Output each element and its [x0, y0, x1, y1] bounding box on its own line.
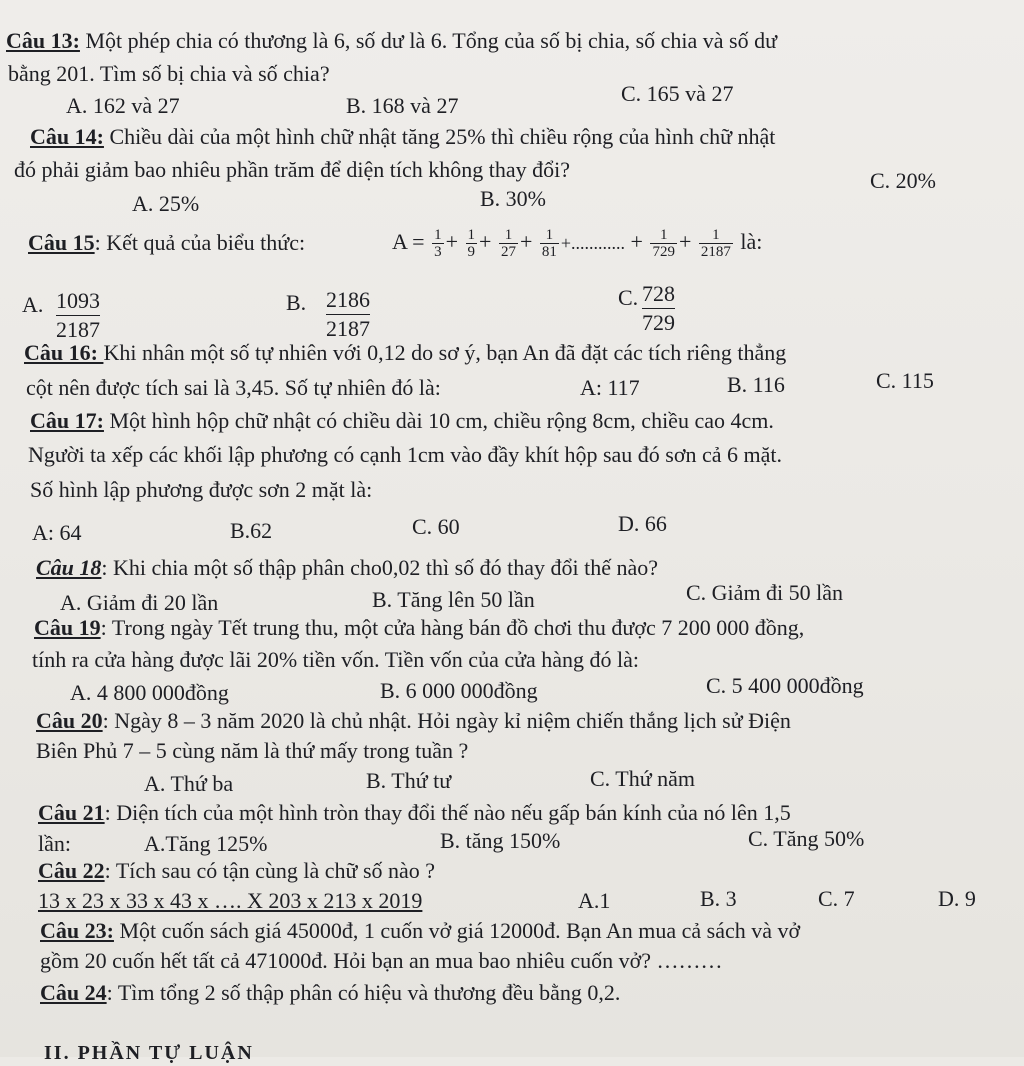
q17-label: Câu 17: [30, 408, 104, 433]
q15-b-label: B. [286, 290, 307, 315]
q18-text: : Khi chia một số thập phân cho0,02 thì số đó thay đổi thế nào? [101, 555, 659, 580]
q16-line1 [24, 340, 786, 366]
q20-option-c: C. Thứ năm [590, 766, 696, 791]
q19-text1: : Trong ngày Tết trung thu, một cửa hàng bán đồ chơi thu được 7 200 000 đồng, [100, 615, 805, 640]
q14-text1: Chiều dài của một hình chữ nhật tăng 25% thì chiều rộng của hình chữ nhật [103, 124, 776, 149]
q15-line [28, 230, 305, 256]
q17-text2: Người ta xếp các khối lập phương có cạnh 1cm vào đầy khít hộp sau đó sơn cả 6 mặt. [28, 442, 783, 467]
q17-option-a: A: 64 [32, 520, 82, 545]
q24-text: : Tìm tổng 2 số thập phân có hiệu và thương đều bằng 0,2. [106, 980, 621, 1005]
q22-text: : Tích sau có tận cùng là chữ số nào ? [104, 858, 436, 883]
q22-line [38, 858, 435, 884]
q15-term-3: $\frac{1}{27}$ [500, 227, 516, 261]
q17-option-d: D. 66 [618, 511, 667, 536]
q20-text1: : Ngày 8 – 3 năm 2020 là chủ nhật. Hỏi ngày kỉ niệm chiến thắng lịch sử Điện [102, 708, 791, 733]
q15-term-1: $\frac{1}{3}$ [434, 227, 442, 261]
q22-option-d: D. 9 [938, 886, 976, 911]
q22-option-a: A.1 [578, 888, 611, 913]
q19-label: Câu 19 [34, 615, 101, 640]
q14-text2: đó phải giảm bao nhiêu phần trăm để diện tích không thay đổi? [14, 157, 570, 182]
q13-text1: Một phép chia có thương là 6, số dư là 6. Tổng của số bị chia, số chia và số dư [79, 28, 778, 53]
q14-option-c: C. 20% [870, 168, 936, 193]
q21-line1 [38, 800, 791, 826]
q14-label: Câu 14: [30, 124, 104, 149]
q14-option-b: B. 30% [480, 186, 546, 211]
q13-option-b: B. 168 và 27 [346, 93, 459, 118]
q20-option-b: B. Thứ tư [366, 768, 452, 793]
q21-label: Câu 21 [38, 800, 105, 825]
q15-option-a: 1093 2187 [56, 288, 100, 342]
q20-label: Câu 20 [36, 708, 103, 733]
q20-line1 [36, 708, 791, 734]
q18-line [36, 555, 658, 581]
q18-option-b: B. Tăng lên 50 lần [372, 587, 535, 612]
q22-label: Câu 22 [38, 858, 105, 883]
q17-line1 [30, 408, 774, 434]
q18-option-c: C. Giảm đi 50 lần [686, 580, 844, 605]
section-title: II. PHẦN TỰ LUẬN [44, 1042, 254, 1064]
q15-label: Câu 15 [28, 230, 95, 255]
q14-option-a: A. 25% [132, 191, 200, 216]
q22-option-b: B. 3 [700, 886, 737, 911]
q13-option-a: A. 162 và 27 [66, 93, 180, 118]
q23-text1: Một cuốn sách giá 45000đ, 1 cuốn vở giá 12000đ. Bạn An mua cả sách và vở [113, 918, 801, 943]
q15-a-label: A. [22, 292, 44, 317]
q21-text1: : Diện tích của một hình tròn thay đổi thế nào nếu gấp bán kính của nó lên 1,5 [104, 800, 791, 825]
q18-option-a: A. Giảm đi 20 lần [60, 590, 219, 615]
q24-line [40, 980, 620, 1006]
q22-expression: 13 x 23 x 33 x 43 x …. X 203 x 213 x 2019 [38, 888, 423, 913]
q23-line1 [40, 918, 800, 944]
q15-term-2: $\frac{1}{9}$ [467, 227, 476, 261]
q15-expression: A = $\frac{1}{3}$ + $\frac{1}{9}$ + $\frac{1}{27}$ + $\frac{1}{81}$ +............ + $\frac{1}{729}$ + $\frac{1}{2187}$ là: [392, 227, 763, 261]
q16-option-b: B. 116 [727, 372, 785, 397]
q17-text3: Số hình lập phương được sơn 2 mặt là: [30, 477, 373, 502]
q18-label: Câu 18 [36, 555, 102, 580]
q24-label: Câu 24 [40, 980, 107, 1005]
q20-text2: Biên Phủ 7 – 5 cùng năm là thứ mấy trong tuần ? [36, 738, 469, 763]
q13-line1 [6, 28, 777, 54]
q15-term-4: $\frac{1}{81}$ [541, 227, 557, 261]
q19-option-a: A. 4 800 000đồng [70, 680, 229, 705]
q19-line1 [34, 615, 804, 641]
q15-option-c: 728 729 [642, 281, 675, 335]
q16-label: Câu 16: [24, 340, 104, 365]
q21-text2: lần: [38, 831, 71, 856]
q15-expr-prefix: A = [392, 229, 425, 254]
q16-option-a: A: 117 [580, 375, 640, 400]
q23-label: Câu 23: [40, 918, 114, 943]
q19-option-b: B. 6 000 000đồng [380, 678, 538, 703]
q19-option-c: C. 5 400 000đồng [706, 673, 864, 698]
q19-text2: tính ra cửa hàng được lãi 20% tiền vốn. Tiền vốn của cửa hàng đó là: [32, 647, 640, 672]
q13-option-c: C. 165 và 27 [621, 81, 734, 106]
q17-text1: Một hình hộp chữ nhật có chiều dài 10 cm, chiều rộng 8cm, chiều cao 4cm. [103, 408, 774, 433]
q15-tail: là: [740, 229, 763, 254]
q14-line1 [30, 124, 775, 150]
q16-text1: Khi nhân một số tự nhiên với 0,12 do sơ ý, bạn An đã đặt các tích riêng thẳng [103, 340, 787, 365]
q15-text: : Kết quả của biểu thức: [94, 230, 306, 255]
q16-option-c: C. 115 [876, 368, 934, 393]
q21-option-b: B. tăng 150% [440, 828, 561, 853]
q15-dots: +............ [560, 233, 626, 253]
q13-text2: bằng 201. Tìm số bị chia và số chia? [8, 61, 330, 86]
q15-term-5: $\frac{1}{729}$ [652, 227, 675, 261]
q21-option-a: A.Tăng 125% [144, 831, 268, 856]
q16-text2: cột nên được tích sai là 3,45. Số tự nhiên đó là: [26, 375, 441, 400]
q15-c-label: C. [618, 285, 639, 310]
q21-option-c: C. Tăng 50% [748, 826, 865, 851]
q20-option-a: A. Thứ ba [144, 771, 234, 796]
q17-option-c: C. 60 [412, 514, 460, 539]
q17-option-b: B.62 [230, 518, 273, 543]
q15-option-b: 2186 2187 [326, 287, 370, 341]
q22-option-c: C. 7 [818, 886, 855, 911]
q13-label: Câu 13: [6, 28, 80, 53]
q15-term-6: $\frac{1}{2187}$ [700, 227, 731, 261]
q23-text2: gồm 20 cuốn hết tất cả 471000đ. Hỏi bạn an mua bao nhiêu cuốn vở? ……… [40, 948, 723, 973]
